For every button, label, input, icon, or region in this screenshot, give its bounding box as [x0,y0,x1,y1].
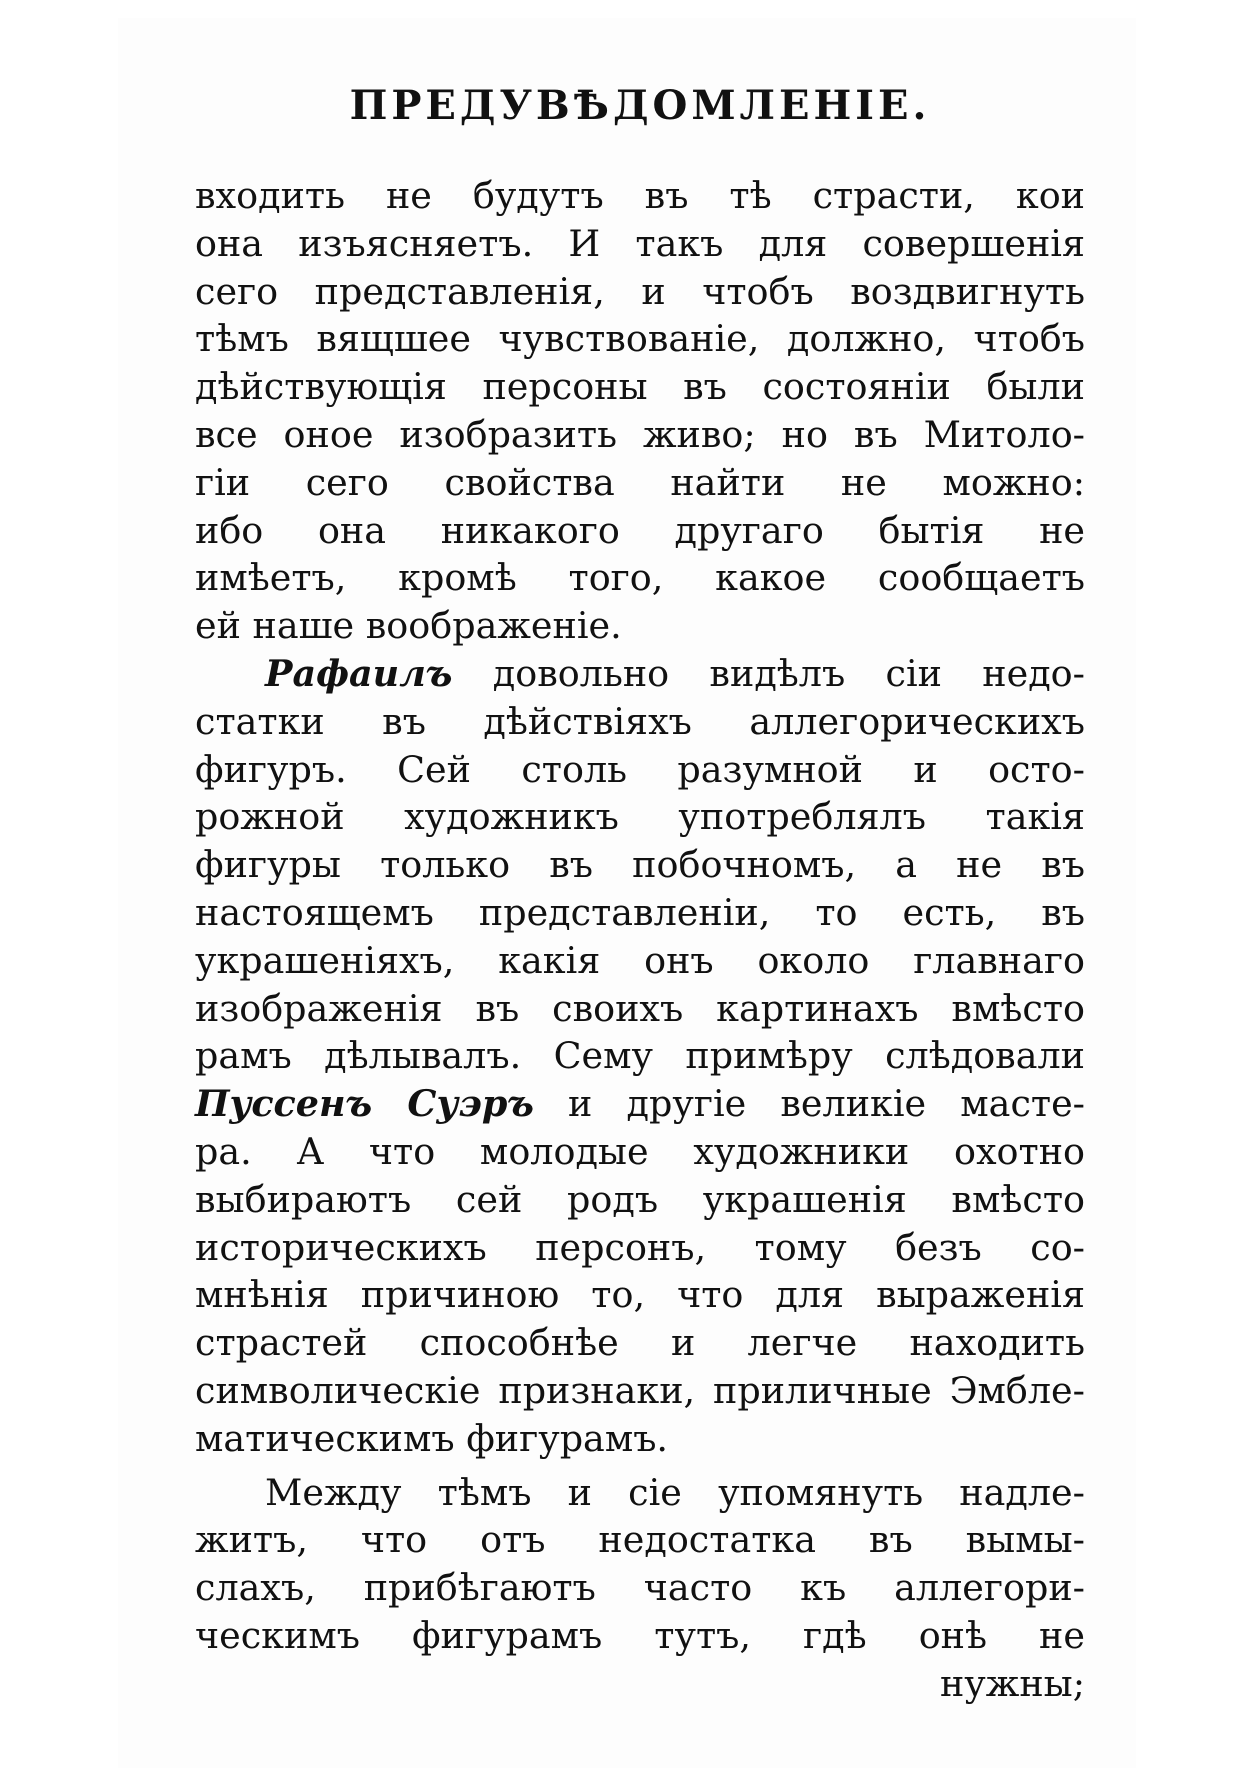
text-line: слахъ, прибѣгаютъ часто къ аллегори- [195,1566,1085,1610]
text-line: имѣетъ, кромѣ того, какое сообщаетъ [195,556,1085,600]
text-line: Между тѣмъ и сіе упомянуть надле- [265,1470,1085,1514]
text-line: все оное изобразить живо; но въ Митоло- [195,412,1085,456]
text-line: рамъ дѣлывалъ. Сему примѣру слѣдовали [195,1034,1085,1078]
text-line-rest: и другіе великіе масте- [533,1082,1086,1126]
text-line: статки въ дѣйствіяхъ аллегорическихъ [195,699,1085,743]
text-line: ей наше воображеніе. [195,604,622,648]
text-line: фигуръ. Сей столь разумной и осто- [195,747,1085,791]
text-line: она изъясняетъ. И такъ для совершенія [195,221,1085,265]
name-rafael: Рафаилъ [265,651,453,695]
text-line: ческимъ фигурамъ тутъ, гдѣ онѣ не [195,1613,1085,1657]
text-line: фигуры только въ побочномъ, а не въ [195,843,1085,887]
text-line: житъ, что отъ недостатка въ вымы- [195,1518,1085,1562]
text-line: настоящемъ представленіи, то есть, въ [195,890,1085,934]
text-line: матическимъ фигурамъ. [195,1416,669,1460]
text-line: рожной художникъ употреблялъ такія [195,795,1085,839]
text-line: входить не будутъ въ тѣ страсти, кои [195,174,1085,217]
text-line: ибо она никакого другаго бытія не [195,508,1085,552]
text-line: гіи сего свойства найти не можно: [195,460,1085,504]
text-line [195,1080,1085,1128]
text-line: страстей способнѣе и легче находить [195,1321,1085,1365]
page-header: ПРЕДУВѢДОМЛЕНIЕ. [349,82,931,129]
text-line: сего представленія, и чтобъ воздвигнуть [195,269,1085,313]
text-line: украшеніяхъ, какія онъ около главнаго [195,938,1085,982]
text-line-rest: довольно видѣлъ сіи недо- [452,651,1085,695]
text-line: символическіе признаки, приличные Эмбле- [195,1368,1085,1412]
names-poussin-sueur: Пуссенъ Суэръ [195,1082,534,1126]
text-line: историческихъ персонъ, тому безъ со- [195,1225,1085,1269]
text-line: дѣйствующія персоны въ состояніи были [195,365,1085,409]
text-line: тѣмъ вящшее чувствованіе, должно, чтобъ [195,317,1085,361]
text-line: изображенія въ своихъ картинахъ вмѣсто [195,986,1085,1030]
text-line: выбираютъ сей родъ украшенія вмѣсто [195,1177,1085,1221]
text-line: мнѣнія причиною то, что для выраженія [195,1273,1085,1317]
catchword: нужны; [939,1661,1085,1705]
body-text [195,172,1085,1708]
text-line [195,650,1085,698]
text-line: ра. А что молодые художники охотно [195,1129,1085,1173]
